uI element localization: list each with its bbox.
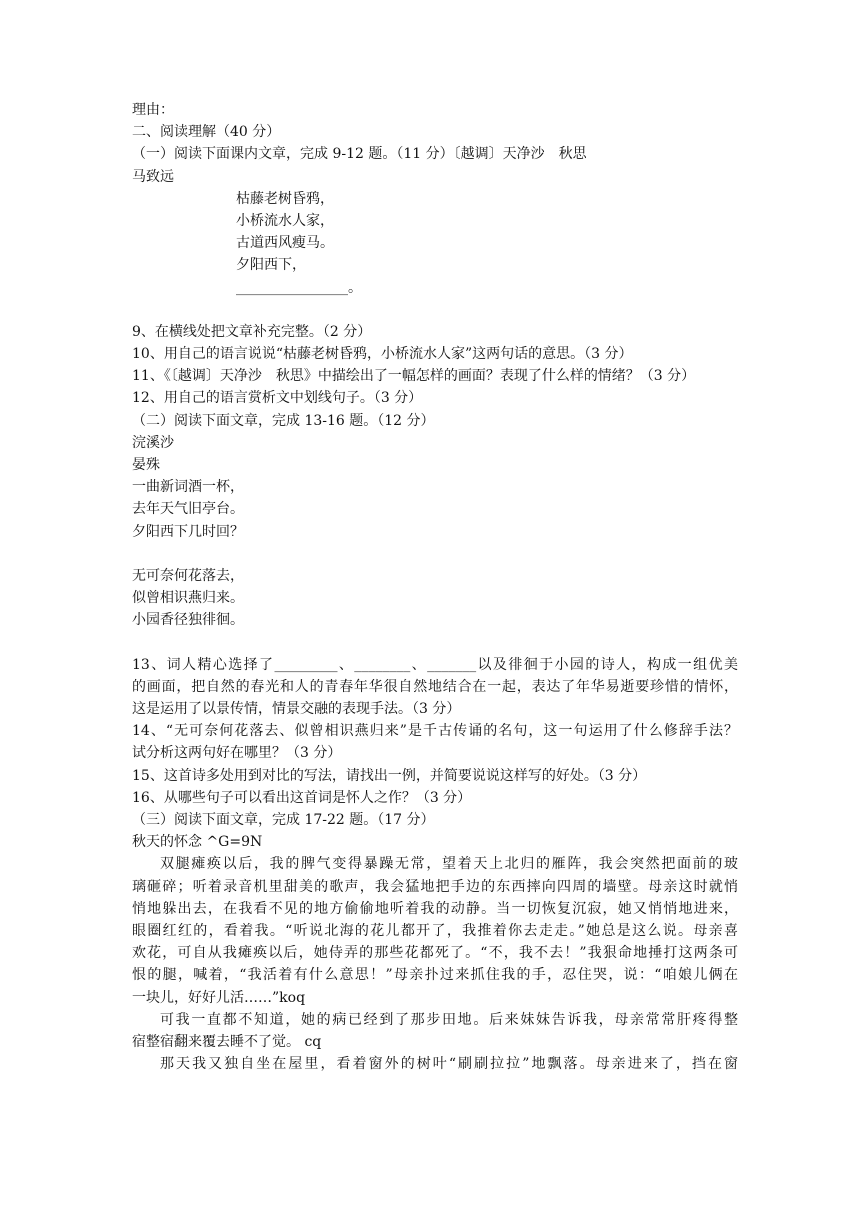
question-14-line: 试分析这两句好在哪里？（3 分） bbox=[132, 745, 342, 762]
paragraph-line: 欢花，可自从我瘫痪以后，她侍弄的那些花都死了。“不，我不去！”我狠命地捶打这两条可 bbox=[132, 945, 738, 962]
poem-1-author: 马致远 bbox=[132, 168, 174, 185]
paragraph-line: 悄地躲出去，在我看不见的地方偷偷地听着我的动静。当一切恢复沉寂，她又悄悄地进来， bbox=[132, 900, 738, 917]
paragraph-line: 一块儿，好好儿活……”koq bbox=[132, 989, 306, 1006]
paragraph-line: 恨的腿，喊着，“我活着有什么意思！”母亲扑过来抓住我的手，忍住哭，说：“咱娘儿俩在 bbox=[132, 967, 738, 984]
poem-1 bbox=[132, 188, 738, 299]
poem-1-line: 小桥流水人家， bbox=[236, 212, 334, 229]
poem-2-line: 小园香径独徘徊。 bbox=[132, 612, 244, 629]
poem-2-line: 无可奈何花落去， bbox=[132, 567, 244, 584]
paragraph-line: 宿整宿翻来覆去睡不了觉。 cq bbox=[132, 1033, 322, 1050]
essay-title: 秋天的怀念 ^G=9N bbox=[132, 834, 263, 851]
poem-2-line: 似曾相识燕归来。 bbox=[132, 590, 244, 607]
question-10: 10、用自己的语言说说“枯藤老树昏鸦，小桥流水人家”这两句话的意思。（3 分） bbox=[132, 346, 633, 363]
question-15: 15、这首诗多处用到对比的写法，请找出一例，并简要说说这样写的好处。（3 分） bbox=[132, 767, 647, 784]
reason-label: 理由： bbox=[132, 102, 174, 118]
essay-paragraph-1 bbox=[132, 853, 738, 1008]
question-13-line: 的画面，把自然的春光和人的青春年华很自然地结合在一起，表达了年华易逝要珍惜的情怀， bbox=[132, 678, 738, 695]
paragraph-line: 双腿瘫痪以后，我的脾气变得暴躁无常，望着天上北归的雁阵，我会突然把面前的玻 bbox=[160, 856, 738, 873]
poem-1-line: 夕阳西下， bbox=[236, 257, 306, 274]
part-3-instruction: （三）阅读下面文章，完成 17-22 题。（17 分） bbox=[132, 812, 435, 828]
poem-1-blank-line: ________________。 bbox=[236, 279, 362, 296]
question-11: 11、《〔越调〕天净沙 秋思》中描绘出了一幅怎样的画面？表现了什么样的情绪？（3 分） bbox=[132, 368, 696, 385]
poem-2-line: 一曲新词酒一杯， bbox=[132, 479, 244, 496]
essay-paragraph-3 bbox=[132, 1053, 738, 1075]
poem-2-line: 夕阳西下几时回？ bbox=[132, 523, 244, 540]
paragraph-line: 眼圈红红的，看着我。“听说北海的花儿都开了，我推着你去走走。”她总是这么说。母亲喜 bbox=[132, 922, 738, 939]
poem-2-line: 去年天气旧亭台。 bbox=[132, 501, 244, 518]
part-2-instruction: （二）阅读下面文章，完成 13-16 题。（12 分） bbox=[132, 412, 435, 429]
question-12: 12、用自己的语言赏析文中划线句子。（3 分） bbox=[132, 390, 423, 407]
part-1-instruction: （一）阅读下面课内文章，完成 9-12 题。（11 分）〔越调〕天净沙 秋思 bbox=[132, 146, 587, 163]
poem-2-author: 晏殊 bbox=[132, 457, 160, 473]
question-16: 16、从哪些句子可以看出这首词是怀人之作？（3 分） bbox=[132, 789, 472, 806]
paragraph-line: 璃砸碎；听着录音机里甜美的歌声，我会猛地把手边的东西摔向四周的墙壁。母亲这时就悄 bbox=[132, 878, 738, 895]
poem-1-line: 枯藤老树昏鸦， bbox=[236, 190, 334, 207]
paragraph-line: 那天我又独自坐在屋里，看着窗外的树叶“刷刷拉拉”地飘落。母亲进来了，挡在窗 bbox=[160, 1056, 738, 1073]
question-13-line: 这是运用了以景传情，情景交融的表现手法。（3 分） bbox=[132, 701, 461, 718]
section-2-heading: 二、阅读理解（40 分） bbox=[132, 124, 281, 141]
paragraph-line: 可我一直都不知道，她的病已经到了那步田地。后来妹妹告诉我，母亲常常肝疼得整 bbox=[160, 1011, 738, 1028]
essay-paragraph-2 bbox=[132, 1009, 738, 1053]
poem-1-line: 古道西风瘦马。 bbox=[236, 235, 334, 252]
question-9: 9、在横线处把文章补充完整。（2 分） bbox=[132, 323, 372, 340]
question-13-line: 13、词人精心选择了_________、________、_______以及徘徊于小园的诗人，构成一组优美 bbox=[132, 656, 738, 673]
poem-2-title: 浣溪沙 bbox=[132, 434, 174, 451]
question-14-line: 14、“无可奈何花落去、似曾相识燕归来”是千古传诵的名句，这一句运用了什么修辞手法？ bbox=[132, 723, 738, 740]
document-page bbox=[132, 99, 738, 1075]
